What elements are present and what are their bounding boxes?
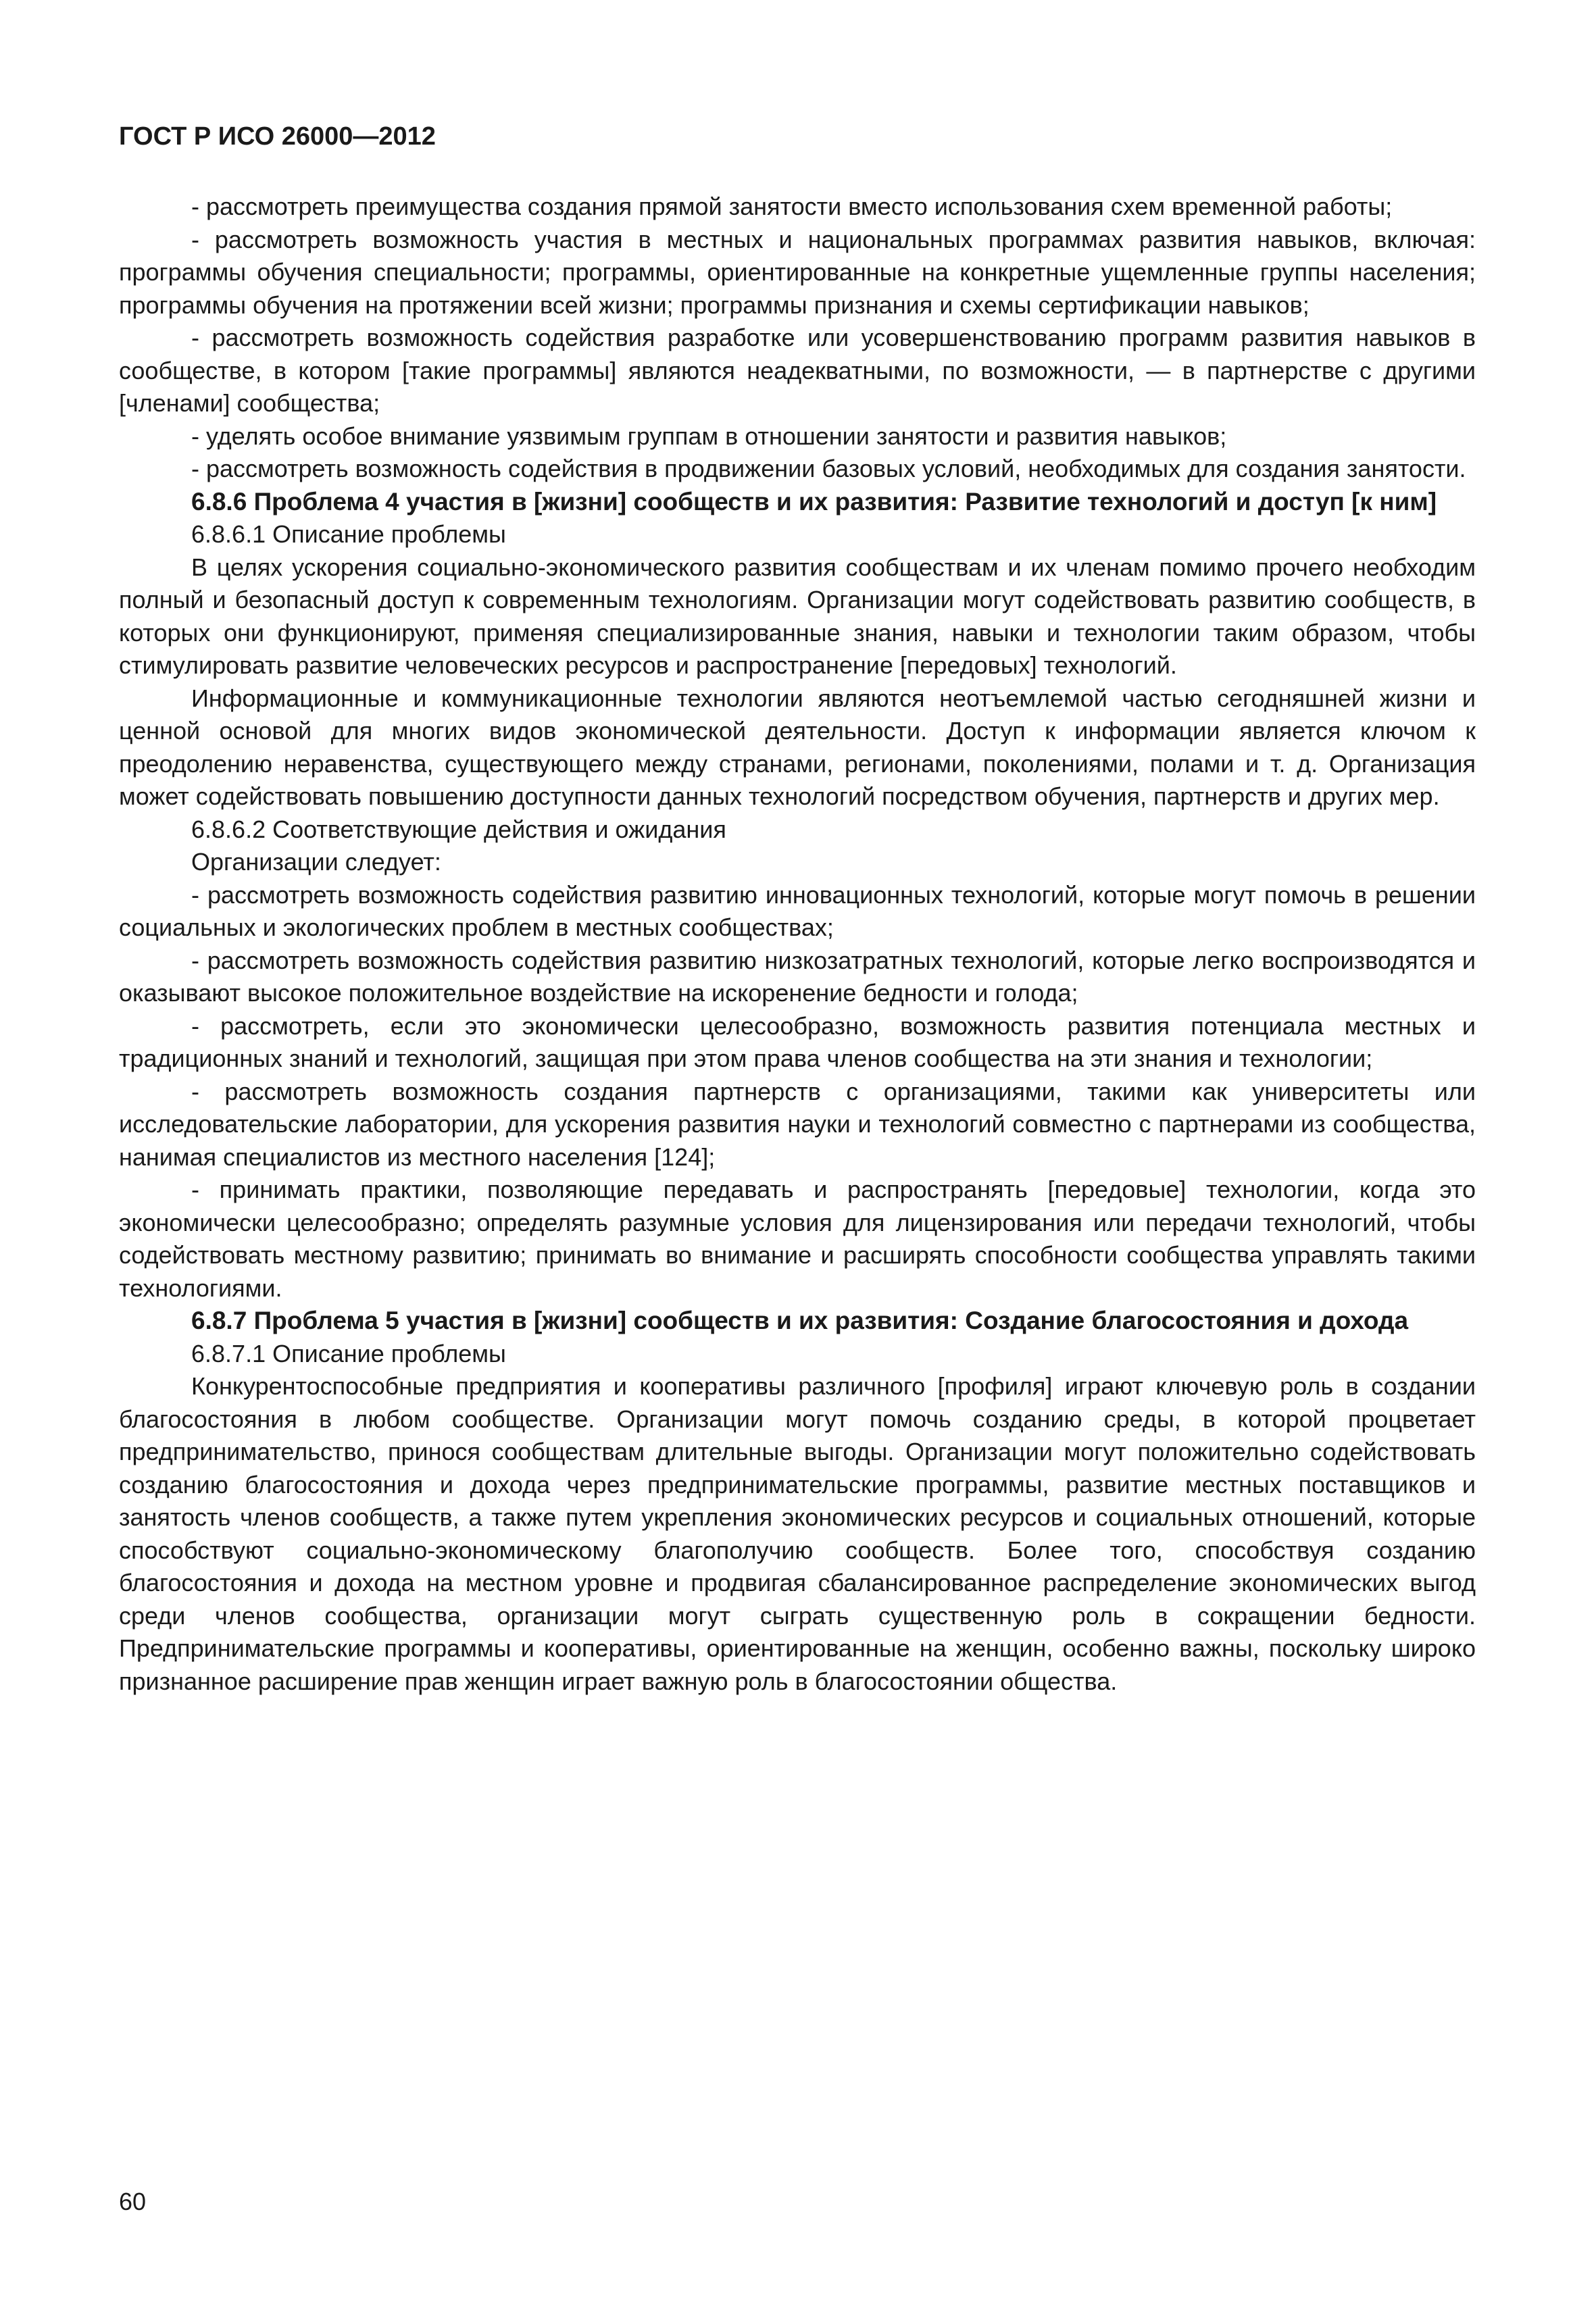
document-header: ГОСТ Р ИСО 26000—2012 bbox=[119, 122, 436, 151]
paragraph: - принимать практики, позволяющие передавать и распространять [передовые] технологии, когда это экономически целесообразно; определять разумные условия для лицензирования или передачи технологий, чтобы содействовать местному развитию; принимать во внимание и расширять способности сообщества управлять такими технологиями. bbox=[119, 1176, 1476, 1302]
paragraph: - рассмотреть возможность содействия разработке или усовершенствованию программ развития навыков в сообществе, в котором [такие программы] являются неадекватными, по возможности, — в партнерстве с другими [членами] сообщества; bbox=[119, 324, 1476, 417]
paragraph: - рассмотреть возможность создания партнерств с организациями, такими как университеты или исследовательские лаборатории, для ускорения развития науки и технологий совместно с партнерами из сообщества, нанимая специалистов из местного населения [124]; bbox=[119, 1077, 1476, 1171]
document-page bbox=[119, 120, 1476, 1698]
paragraph: - рассмотреть преимущества создания прямой занятости вместо использования схем временной работы; bbox=[191, 193, 1393, 220]
paragraph: - рассмотреть, если это экономически целесообразно, возможность развития потенциала местных и традиционных знаний и технологий, защищая при этом права членов сообщества на эти знания и технологии; bbox=[119, 1011, 1476, 1072]
section-heading-6-8-6: 6.8.6 Проблема 4 участия в [жизни] сообществ и их развития: Развитие технологий и доступ [к ним] bbox=[191, 487, 1437, 515]
paragraph: - рассмотреть возможность участия в местных и национальных программах развития навыков, включая: программы обучения специальности; программы, ориентированные на конкретные ущемленные группы населения; программы обучения на протяжении всей жизни; программы признания и схемы сертификации навыков; bbox=[119, 225, 1476, 319]
paragraph: Информационные и коммуникационные технологии являются неотъемлемой частью сегодняшней жизни и ценной основой для многих видов экономической деятельности. Доступ к информации является ключом к преодолению неравенства, существующего между странами, регионами, поколениями, полами и т. д. Организация может содействовать повышению доступности данных технологий посредством обучения, партнерств и других мер. bbox=[119, 684, 1476, 810]
paragraph: - рассмотреть возможность содействия развитию низкозатратных технологий, которые легко воспроизводятся и оказывают высокое положительное воздействие на искоренение бедности и голода; bbox=[119, 946, 1476, 1007]
page-number: 60 bbox=[119, 2188, 147, 2215]
paragraph: Конкурентоспособные предприятия и кооперативы различного [профиля] играют ключевую роль в создании благосостояния в любом сообществе. Организации могут помочь созданию среды, в которой процветает предпринимательство, принося сообществам длительные выгоды. Организации могут положительно содействовать созданию благосостояния и дохода через предпринимательские программы, развитие местных поставщиков и занятость членов сообществ, а также путем укрепления экономических ресурсов и социальных отношений, которые способствуют социально-экономическому благополучию сообществ. Более того, способствуя созданию благосостояния и дохода на местном уровне и продвигая сбалансированное распределение экономических выгод среди членов сообщества, организации могут сыграть существенную роль в сокращении бедности. Предпринимательские программы и кооперативы, ориентированные на женщин, особенно важны, поскольку широко признанное расширение прав женщин играет важную роль в благосостоянии общества. bbox=[119, 1372, 1476, 1695]
subsection-title: 6.8.6.2 Соответствующие действия и ожидания bbox=[191, 815, 726, 843]
paragraph: - рассмотреть возможность содействия в продвижении базовых условий, необходимых для создания занятости. bbox=[191, 455, 1466, 482]
section-heading-6-8-7: 6.8.7 Проблема 5 участия в [жизни] сообществ и их развития: Создание благосостояния и дохода bbox=[191, 1307, 1409, 1334]
paragraph: - рассмотреть возможность содействия развитию инновационных технологий, которые могут помочь в решении социальных и экологических проблем в местных сообществах; bbox=[119, 880, 1476, 941]
paragraph: В целях ускорения социально-экономического развития сообществам и их членам помимо прочего необходим полный и безопасный доступ к современным технологиям. Организации могут содействовать развитию сообществ, в которых они функционируют, применяя специализированные знания, навыки и технологии таким образом, чтобы стимулировать развитие человеческих ресурсов и распространение [передовых] технологий. bbox=[119, 553, 1476, 679]
subsection-title: 6.8.7.1 Описание проблемы bbox=[191, 1339, 506, 1367]
list-intro: Организации следует: bbox=[191, 848, 441, 876]
subsection-title: 6.8.6.1 Описание проблемы bbox=[191, 520, 506, 548]
paragraph: - уделять особое внимание уязвимым группам в отношении занятости и развития навыков; bbox=[191, 422, 1227, 450]
